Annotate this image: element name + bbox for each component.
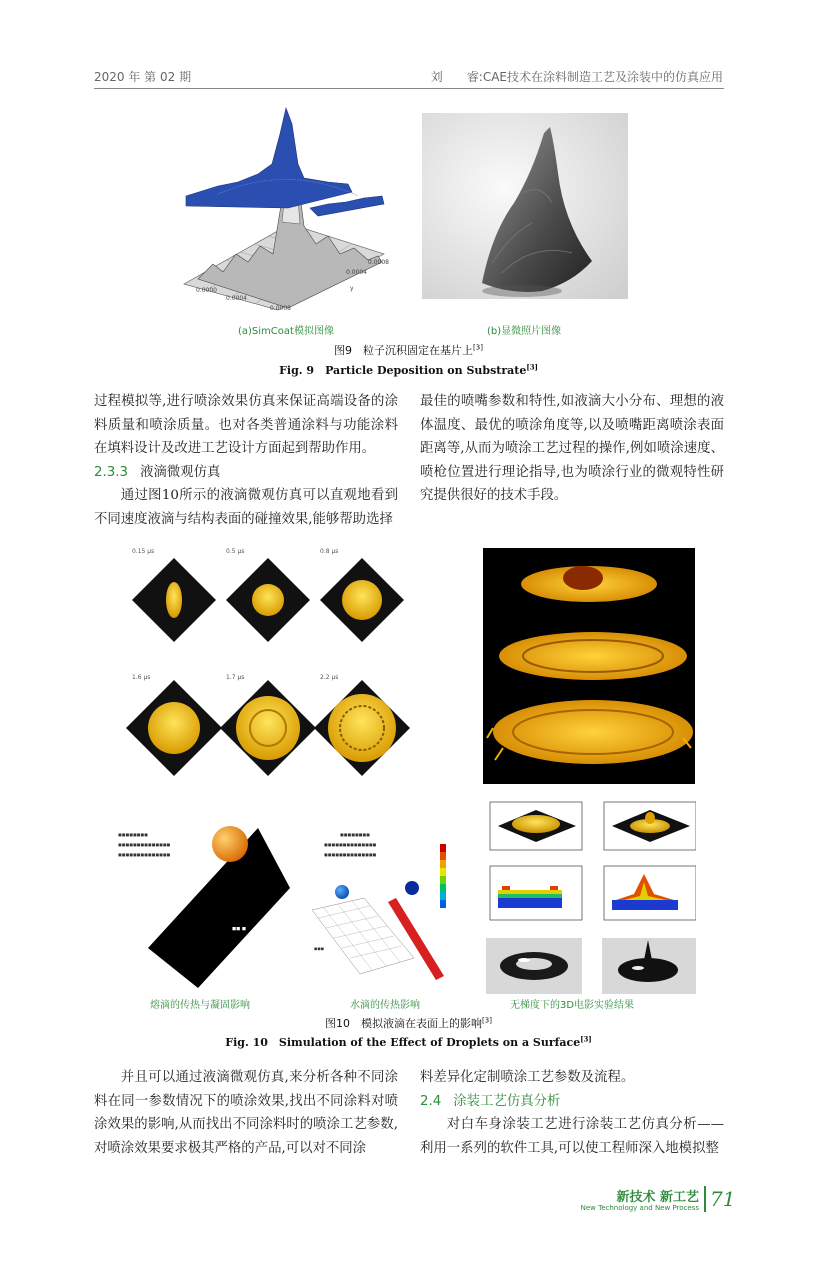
- figure10b-subcaption: 水滴的传热影响: [350, 1000, 420, 1011]
- svg-text:0.0004: 0.0004: [226, 295, 247, 302]
- svg-text:0.0008: 0.0008: [270, 305, 291, 312]
- left-column-bottom: [94, 1066, 398, 1160]
- figure10-molten-droplet-image: [108, 818, 290, 988]
- figure9-caption-en: Fig. 9 Particle Deposition on Substrate[3]: [279, 362, 538, 377]
- paragraph: 并且可以通过液滴微观仿真,来分析各种不同涂料在同一参数情况下的喷涂效果,找出不同涂料对喷涂效果的影响,从而找出不同涂料时的喷涂工艺参数,对喷涂效果要求极其严格的产品,可以对不同涂: [94, 1070, 398, 1156]
- header-rule: [94, 88, 724, 89]
- time-label: 2.2 μs: [320, 674, 339, 681]
- figure10-caption-zh: 图10 模拟液滴在表面上的影响[3]: [325, 1016, 492, 1030]
- figure10-experiment-grid: [484, 800, 696, 996]
- svg-text:0.0008: 0.0008: [368, 259, 389, 266]
- svg-text:y: y: [350, 285, 354, 292]
- figure9b-subcaption: (b)显微照片图像: [487, 326, 562, 337]
- figure9b-micrograph-image: [422, 113, 628, 299]
- svg-text:◼◼◼: ◼◼◼: [314, 946, 324, 951]
- figure9a-simcoat-image: [178, 104, 394, 312]
- figure9a-subcaption: (a)SimCoat模拟图像: [238, 326, 334, 337]
- journal-name-zh: 新技术 新工艺: [616, 1190, 699, 1205]
- left-column-top: [94, 390, 398, 532]
- section-heading-2-3-3: 2.3.3 液滴微观仿真: [94, 464, 221, 480]
- svg-text:0.0000: 0.0000: [196, 287, 217, 294]
- page-number: 71: [704, 1186, 734, 1212]
- svg-text:◼◼◼◼◼◼◼◼◼◼◼◼◼◼: ◼◼◼◼◼◼◼◼◼◼◼◼◼◼: [118, 843, 171, 848]
- svg-text:◼◼◼◼◼◼◼◼: ◼◼◼◼◼◼◼◼: [340, 833, 370, 838]
- paragraph: 最佳的喷嘴参数和特性,如液滴大小分布、理想的液体温度、最优的喷涂角度等,以及喷嘴距离喷涂表面距离等,从而为喷涂工艺过程的操作,例如喷涂速度、喷枪位置进行理论指导,也为喷涂行业的微观特性研究提供很好的技术手段。: [420, 394, 724, 504]
- svg-text:0.0004: 0.0004: [346, 269, 367, 276]
- time-label: 1.7 μs: [226, 674, 245, 681]
- journal-name-en: New Technology and New Process: [580, 1204, 699, 1212]
- figure10-3d-splash-image: [483, 548, 695, 784]
- figure10a-subcaption: 熔滴的传热与凝固影响: [150, 1000, 250, 1011]
- svg-text:◼◼◼◼◼◼◼◼◼◼◼◼◼◼: ◼◼◼◼◼◼◼◼◼◼◼◼◼◼: [324, 853, 377, 858]
- article-header: 刘 睿:CAE技术在涂料制造工艺及涂装中的仿真应用: [430, 70, 723, 84]
- paragraph: 通过图10所示的液滴微观仿真可以直观地看到不同速度液滴与结构表面的碰撞效果,能够帮助选择: [94, 488, 398, 527]
- time-label: 1.6 μs: [132, 674, 151, 681]
- svg-text:◼◼ ◼: ◼◼ ◼: [232, 926, 247, 932]
- paragraph: 对白车身涂装工艺进行涂装工艺仿真分析——利用一系列的软件工具,可以使工程师深入地模拟整: [420, 1117, 724, 1156]
- figure10-caption-en: Fig. 10 Simulation of the Effect of Droplets on a Surface[3]: [225, 1034, 592, 1049]
- figure9-caption-zh: 图9 粒子沉积固定在基片上[3]: [334, 343, 483, 357]
- svg-text:◼◼◼◼◼◼◼◼: ◼◼◼◼◼◼◼◼: [118, 833, 148, 838]
- time-label: 0.8 μs: [320, 548, 339, 555]
- figure10c-subcaption: 无梯度下的3D电影实验结果: [510, 1000, 635, 1011]
- time-label: 0.15 μs: [132, 548, 155, 555]
- journal-issue: 2020 年 第 02 期: [94, 70, 192, 84]
- paragraph: 料差异化定制喷涂工艺参数及流程。: [420, 1070, 635, 1085]
- svg-text:◼◼◼◼◼◼◼◼◼◼◼◼◼◼: ◼◼◼◼◼◼◼◼◼◼◼◼◼◼: [324, 843, 377, 848]
- time-label: 0.5 μs: [226, 548, 245, 555]
- figure10-water-droplet-image: [304, 818, 460, 990]
- section-heading-2-4: 2.4 涂装工艺仿真分析: [420, 1093, 561, 1109]
- figure10-droplet-spread-grid: [126, 544, 438, 786]
- right-column-bottom: [420, 1066, 724, 1160]
- right-column-top: [420, 390, 724, 508]
- paragraph: 过程模拟等,进行喷涂效果仿真来保证高端设备的涂料质量和喷涂质量。也对各类普通涂料与功能涂料在填料设计及改进工艺设计方面起到帮助作用。: [94, 394, 398, 457]
- svg-text:◼◼◼◼◼◼◼◼◼◼◼◼◼◼: ◼◼◼◼◼◼◼◼◼◼◼◼◼◼: [118, 853, 171, 858]
